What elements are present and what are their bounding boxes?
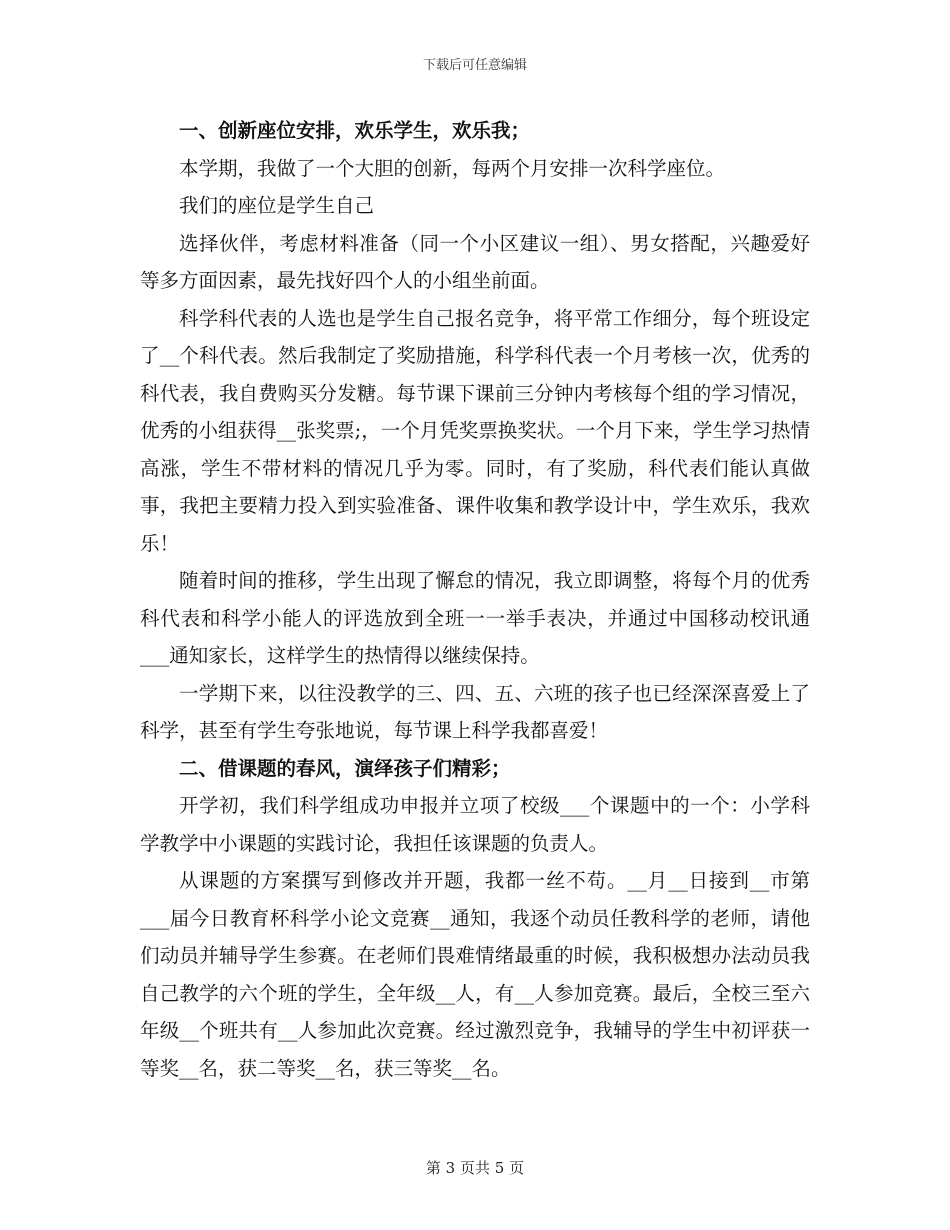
paragraph: 随着时间的推移，学生出现了懈怠的情况，我立即调整，将每个月的优秀科代表和科学小能人的评选放到全班一一举手表决，并通过中国移动校讯通___通知家长，这样学生的热情得以继续保持。: [140, 569, 810, 667]
page-footer: 第 3 页共 5 页: [425, 1159, 525, 1177]
paragraph: 从课题的方案撰写到修改并开题，我都一丝不苟。__月__日接到__市第___届今日教育杯科学小论文竞赛__通知，我逐个动员任教科学的老师，请他们动员并辅导学生参赛。在老师们畏难情绪最重的时候，我积极想办法动员我自己教学的六个班的学生，全年级__人，有__人参加竞赛。最后，全校三至六年级__个班共有__人参加此次竞赛。经过激烈竞争，我辅导的学生中初评获一等奖__名，获二等奖__名，获三等奖__名。: [140, 869, 810, 1080]
section-heading-1: 一、创新座位安排，欢乐学生，欢乐我；: [179, 119, 531, 142]
paragraph: 我们的座位是学生自己: [179, 194, 375, 217]
document-body: [140, 112, 810, 1087]
paragraph: 选择伙伴，考虑材料准备（同一个小区建议一组）、男女搭配，兴趣爱好等多方面因素，最先找好四个人的小组坐前面。: [140, 231, 810, 292]
section-heading-2: 二、借课题的春风，演绎孩子们精彩；: [179, 756, 511, 780]
paragraph: 一学期下来，以往没教学的三、四、五、六班的孩子也已经深深喜爱上了科学，甚至有学生夸张地说，每节课上科学我都喜爱！: [140, 681, 810, 742]
paragraph: 开学初，我们科学组成功申报并立项了校级___个课题中的一个：小学科学教学中小课题的实践讨论，我担任该课题的负责人。: [140, 794, 810, 855]
page-header: 下载后可任意编辑: [422, 58, 527, 73]
paragraph: 本学期，我做了一个大胆的创新，每两个月安排一次科学座位。: [179, 156, 726, 180]
paragraph: 科学科代表的人选也是学生自己报名竞争，将平常工作细分，每个班设定了__个科代表。然后我制定了奖励措施，科学科代表一个月考核一次，优秀的科代表，我自费购买分发糖。每节课下课前三分钟内考核每个组的学习情况，优秀的小组获得__张奖票;，一个月凭奖票换奖状。一个月下来，学生学习热情高涨，学生不带材料的情况几乎为零。同时，有了奖励，科代表们能认真做事，我把主要精力投入到实验准备、课件收集和教学设计中，学生欢乐，我欢乐！: [140, 306, 810, 555]
